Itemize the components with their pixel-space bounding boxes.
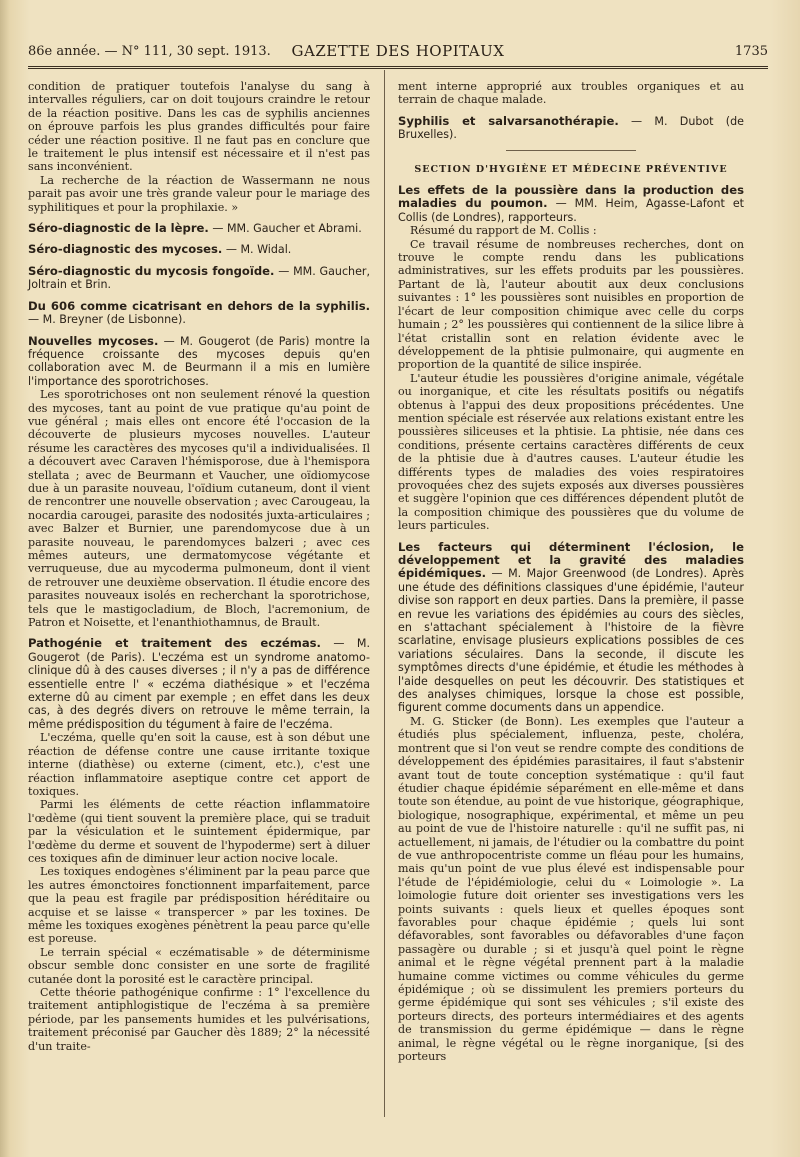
paragraph: La recherche de la réaction de Wassermann ne nous parait pas avoir une très grande valeur pour le mariage des syphilitiques et pour la prophilaxie. »: [28, 173, 370, 214]
paragraph: Ce travail résume de nombreuses recherches, dont on trouve le compte rendu dans les publications administratives, sur les effets produits par les poussières. Partant de là, l'auteur aboutit aux deux conclusions suivantes : 1° les poussières sont nuisibles en proportion de l'écart de leur composition chimique avec celle du corps humain ; 2° les poussières qui contiennent de la silice libre à l'état cristallin sont en relation évidente avec le développement de la phtisie pulmonaire, qui augmente en proportion de la quantité de silice inspirée.: [398, 237, 744, 372]
separator-rule: [506, 150, 636, 151]
paragraph: Cette théorie pathogénique confirme : 1° l'excellence du traitement antiphlogistique de l'eczéma à sa première période, par les pansements humides et les pulvérisations, traitement préconisé par Gaucher dès 1889; 2° la nécessité d'un traite-: [28, 986, 370, 1053]
paragraph: Les toxiques endogènes s'éliminent par la peau parce que les autres émonctoires fonctionnent imparfaitement, parce que la peau est fragile par prédisposition héréditaire ou acquise et se laisse « transpercer » par les toxines. De même les toxiques exogènes pénètrent la peau parce qu'elle est poreuse.: [28, 865, 370, 946]
article-title: Séro-diagnostic de la lèpre.: [28, 221, 209, 236]
article-entry: [398, 184, 744, 224]
article-authors: — M. Widal.: [225, 243, 292, 257]
header-rule: [28, 66, 768, 69]
article-authors: — M. Breyner (de Lisbonne).: [28, 313, 186, 327]
article-authors: — MM. Gaucher et Abrami.: [212, 222, 362, 236]
article-body: — M. Gougerot (de Paris). L'eczéma est un syndrome anatomo-clinique dû à des causes diverses ; il n'y a pas de différence essentielle entre l' « eczéma diathésique » et l'eczéma externe dû au ciment par exemple ; en effet dans les deux cas, à des degrés divers on retrouve le même terrain, la même prédisposition du tégument à faire de l'eczéma.: [28, 637, 370, 731]
section-heading: SECTION D'HYGIÈNE ET MÉDECINE PRÉVENTIVE: [414, 163, 728, 175]
article-entry: [398, 541, 744, 715]
article-entry: [28, 335, 370, 389]
left-column: [28, 80, 370, 1053]
page-number: 1735: [734, 44, 768, 59]
article-authors: — MM. Gaucher, Joltrain et Brin.: [28, 264, 370, 292]
journal-title: GAZETTE DES HOPITAUX: [291, 42, 505, 60]
paragraph: condition de pratiquer toutefois l'analyse du sang à intervalles réguliers, car on doit toujours craindre le retour de la réaction positive. Dans les cas de syphilis anciennes on éprouve parfois les plus grandes difficultés pour faire céder une réaction positive. Il ne faut pas en conclure que le traitement le plus intensif est nécessaire et il n'est pas sans inconvénient.: [28, 80, 370, 174]
article-title: Séro-diagnostic du mycosis fongoïde.: [28, 263, 275, 278]
article-title: Syphilis et salvarsanothérapie.: [398, 113, 619, 128]
article-entry: [398, 115, 744, 142]
paragraph: Parmi les éléments de cette réaction inflammatoire l'œdème (qui tient souvent la première place, qui se traduit par la vésiculation et le suintement épidermique, par l'œdème du derme et souvent de l'hypoderme) sert à diluer ces toxiques afin de diminuer leur action nocive locale.: [28, 798, 370, 865]
article-entry: [28, 637, 370, 731]
paragraph: Le terrain spécial « eczématisable » de déterminisme obscur semble donc consister en une sorte de fragilité cutanée dont la porosité est le caractère principal.: [28, 945, 370, 986]
article-authors: — M. Dubot (de Bruxelles).: [398, 114, 744, 142]
article-title: Séro-diagnostic des mycoses.: [28, 242, 223, 257]
article-title: Les effets de la poussière dans la production des maladies du poumon.: [398, 183, 744, 211]
paragraph: ment interne approprié aux troubles organiques et au terrain de chaque malade.: [398, 80, 744, 107]
column-divider: [384, 70, 385, 1117]
article-title: Du 606 comme cicatrisant en dehors de la syphilis.: [28, 298, 370, 313]
article-title: Les facteurs qui déterminent l'éclosion, le développement et la gravité des maladies épidémiques.: [398, 539, 744, 581]
article-entry: [28, 300, 370, 327]
article-title: Pathogénie et traitement des eczémas.: [28, 636, 321, 651]
issue-info: 86e année. — N° 111, 30 sept. 1913.: [28, 44, 271, 59]
article-entry: [28, 222, 370, 235]
article-entry: [28, 265, 370, 292]
page-header: [28, 40, 768, 62]
paragraph: L'eczéma, quelle qu'en soit la cause, est à son début une réaction de défense contre une cause irritante toxique interne (diathèse) ou externe (ciment, etc.), c'est une réaction inflammatoire aseptique contre cet apport de toxiques.: [28, 731, 370, 798]
article-authors: — MM. Heim, Agasse-Lafont et Collis (de Londres), rapporteurs.: [398, 197, 745, 224]
paragraph: L'auteur étudie les poussières d'origine animale, végétale ou inorganique, et cite les résultats positifs ou négatifs obtenus à l'appui des deux propositions précédentes. Une mention spéciale est réservée aux relations existant entre les poussières siliceuses et la phtisie. La phtisie, née dans ces conditions, présente certains caractères différents de ceux de la phtisie due à d'autres causes. L'auteur étudie les différents types de maladies des voies respiratoires provoquées chez des sujets exposés aux diverses poussières et suggère l'opinion que ces différences dépendent plutôt de la composition chimique des poussières que du volume de leurs particules.: [398, 371, 744, 533]
article-body: — M. Gougerot (de Paris) montre la fréquence croissante des mycoses depuis qu'en collaboration avec M. de Beurmann il a mis en lumière l'importance des sporotrichoses.: [28, 334, 371, 388]
article-body: — M. Major Greenwood (de Londres). Après une étude des définitions classiques d'une épidémie, l'auteur divise son rapport en deux parties. Dans la première, il passe en revue les variations des épidémies au cours des siècles, en s'attachant spécialement à l'histoire de la fièvre scarlatine, envisage plusieurs explications possibles de ces variations séculaires. Dans la seconde, il discute les symptômes directs d'une épidémie, et étudie les méthodes à l'aide desquelles on peut les découvrir. Des statistiques et des analyses chimiques, lorsque la chose est possible, figurent comme documents dans un appendice.: [398, 567, 744, 715]
right-column: [398, 80, 744, 1063]
article-title: Nouvelles mycoses.: [28, 333, 159, 348]
paragraph: M. G. Sticker (de Bonn). Les exemples que l'auteur a étudiés plus spécialement, influenza, peste, choléra, montrent que si l'on veut se rendre compte des conditions de développement des épidémies parasitaires, il faut s'abstenir avant tout de toute conception systématique : qu'il faut étudier chaque épidémie séparément en elle-même et dans toute son étendue, au point de vue historique, géographique, biologique, nosographique, expérimental, et même un peu au point de vue de l'histoire naturelle : qu'il ne suffit pas, ni actuellement, ni jamais, de l'étudier ou la combattre du point de vue anthropocentriste comme un fléau pour les humains, mais qu'un point de vue plus élevé est indispensable pour l'étude de l'épidémiologie, celui du « Loimologie ». La loimologie future doit orienter ses investigations vers les points suivants : quels lieux et quelles époques sont favorables pour chaque épidémie ; quels lui sont défavorables, sont favorables ou défavorables d'une façon passagère ou durable ; si et jusqu'à quel point le règne animal et le règne végétal prennent part à la maladie humaine comme victimes ou comme véhicules du germe épidémique ; où se dissimulent les premiers porteurs du germe épidémique qui sont ses véhicules ; s'il existe des porteurs directs, des porteurs intermédiaires et des agents de transmission du germe épidémique — dans le règne animal, le règne végétal ou le règne inorganique, [si des porteurs: [398, 714, 744, 1064]
article-entry: [28, 243, 370, 256]
paragraph: Les sporotrichoses ont non seulement rénové la question des mycoses, tant au point de vue pratique qu'au point de vue général ; mais elles ont encore été l'occasion de la découverte de plusieurs mycoses nouvelles. L'auteur résume les caractères des mycoses qu'il a individualisées. Il a découvert avec Caraven l'hémisporose, due à l'hemispora stellata ; avec de Beurmann et Vaucher, une oïdiomycose due à un parasite nouveau, l'oïdium cutaneum, dont il vient de rencontrer une nouvelle observation ; avec Carougeau, la nocardia carougei, parasite des nodosités juxta-articulaires ; avec Balzer et Burnier, une parendomycose due à un parasite nouveau, le parendomyces balzeri ; avec ces mêmes auteurs, une dermatomycose végétante et verruqueuse, due au mycoderma pulmoneum, dont il vient de retrouver une deuxième observation. Il étudie encore des parasites nouveaux isolés en recherchant la sporotrichose, tels que le mastigocladium, de Bloch, l'acremonium, de Patron et Noisette, et l'enanthiothamnus, de Brault.: [28, 388, 370, 630]
paragraph: Résumé du rapport de M. Collis :: [410, 224, 597, 238]
